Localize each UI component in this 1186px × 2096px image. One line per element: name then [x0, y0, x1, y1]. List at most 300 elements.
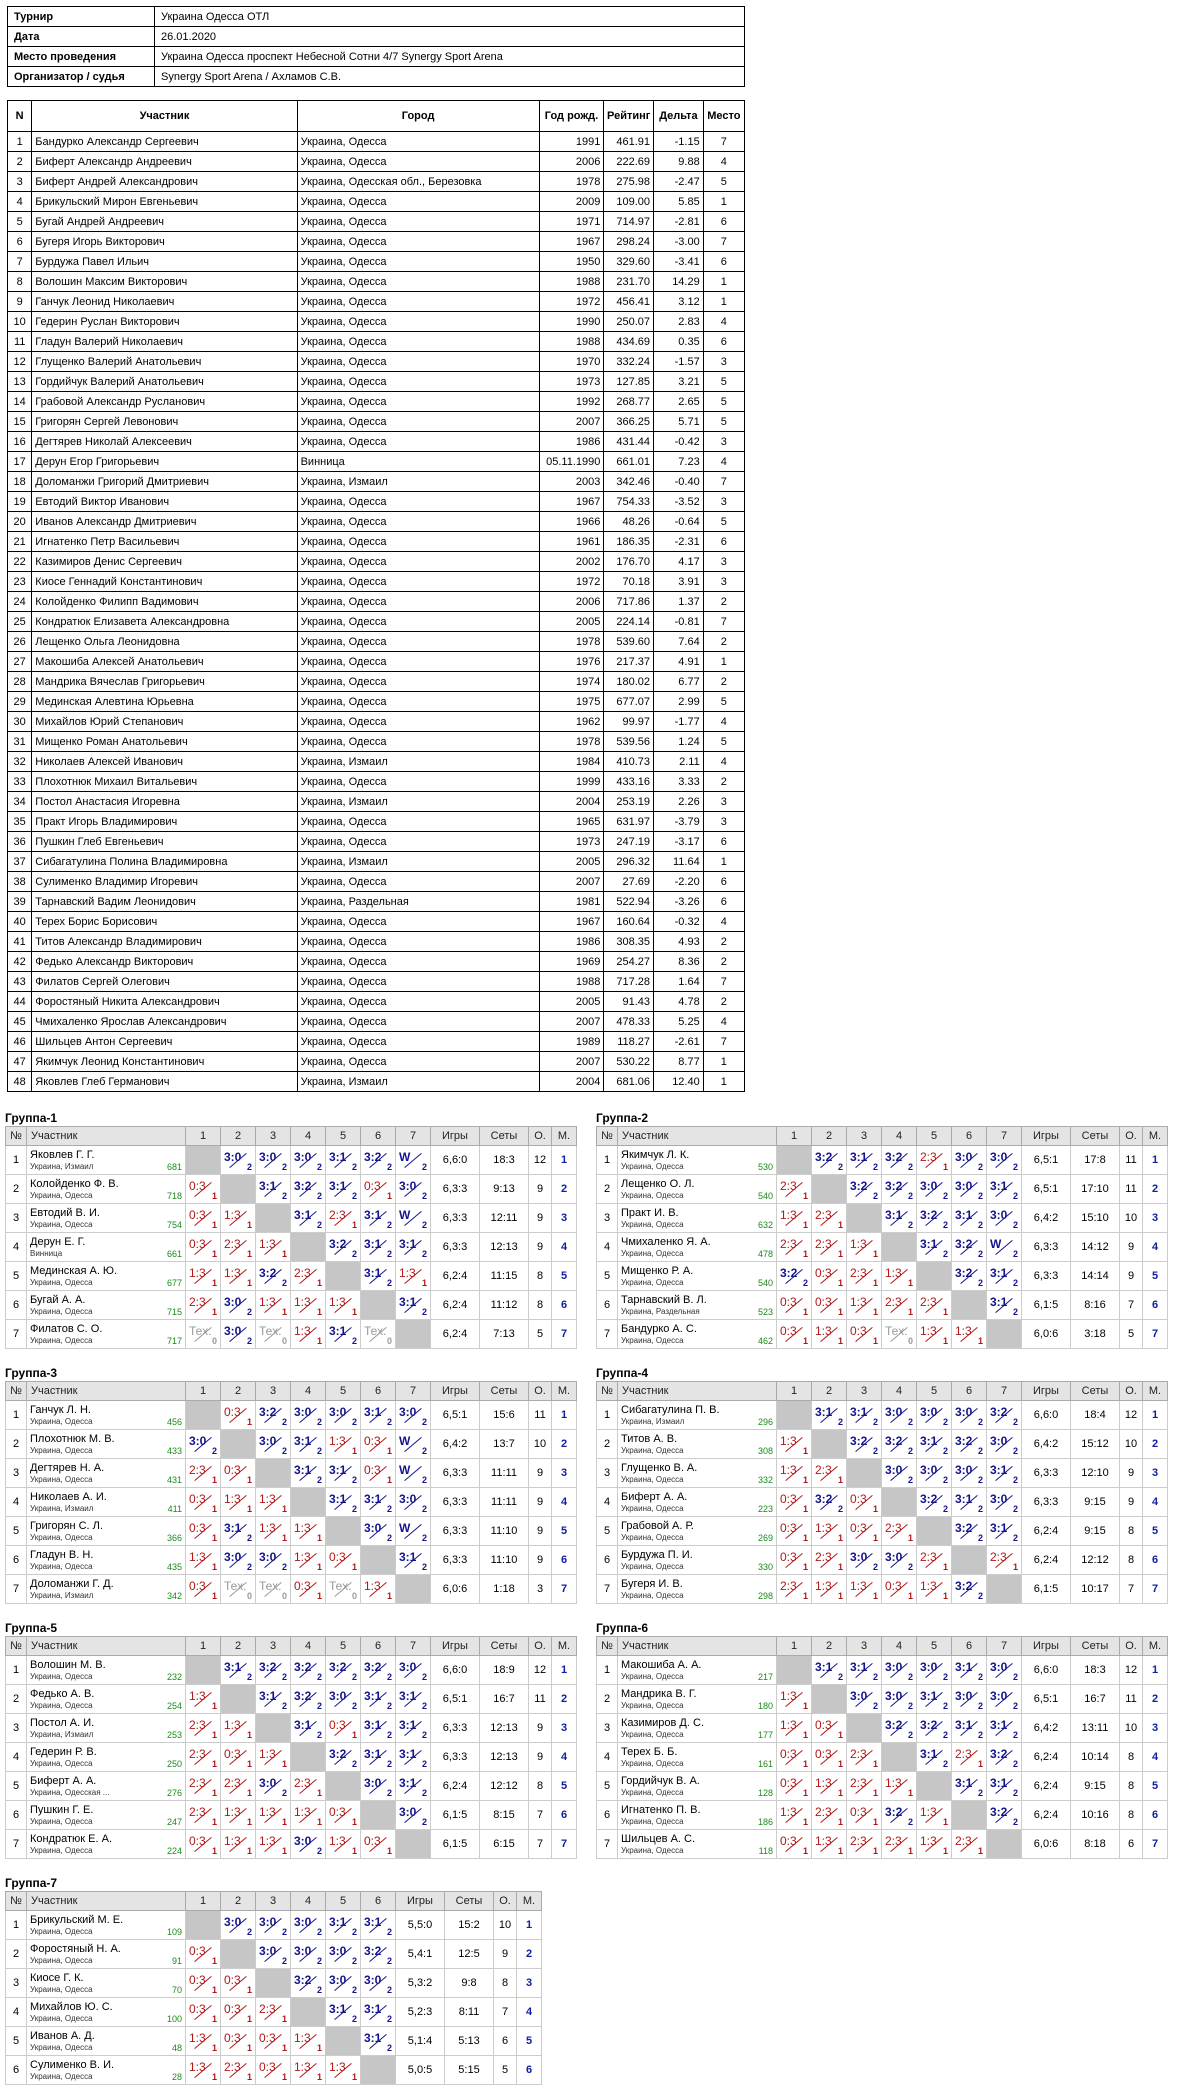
player-place: 4 — [552, 1743, 577, 1772]
self-match-cell — [221, 1685, 256, 1714]
match-points: 1 — [246, 1504, 252, 1514]
match-points: 1 — [942, 1591, 948, 1601]
match-result-cell — [186, 1940, 221, 1969]
group-player-name-cell — [27, 1830, 186, 1859]
match-points: 2 — [1012, 1278, 1018, 1288]
match-result-cell — [221, 1575, 256, 1604]
participant-cell: Брикульский Мирон Евгеньевич — [32, 192, 297, 212]
self-match-cell — [847, 1459, 882, 1488]
group-player-row — [6, 1430, 577, 1459]
participant-row — [8, 632, 745, 652]
match-result — [778, 1547, 810, 1573]
participant-row — [8, 392, 745, 412]
match-result — [778, 1773, 810, 1799]
match-points: 2 — [351, 1927, 357, 1937]
match-result — [953, 1518, 985, 1544]
player-sets: 16:7 — [1071, 1685, 1120, 1714]
match-result — [918, 1176, 950, 1202]
match-points: 2 — [386, 1278, 392, 1288]
match-points: 1 — [211, 1533, 217, 1543]
player-sets: 12:13 — [480, 1714, 529, 1743]
group-player-name-cell — [27, 2027, 186, 2056]
group-header-games: Игры — [1022, 1127, 1071, 1146]
player-games: 6,0:6 — [1022, 1320, 1071, 1349]
match-points: 1 — [837, 1278, 843, 1288]
group-table — [5, 1636, 577, 1859]
group-player-row — [6, 1401, 577, 1430]
match-score: Тех. — [364, 1324, 387, 1338]
participant-cell: 1973 — [539, 832, 604, 852]
match-points: 2 — [351, 1985, 357, 1995]
match-result — [813, 1234, 845, 1260]
match-score: 3:1 — [850, 1150, 868, 1164]
self-match-cell — [256, 1714, 291, 1743]
group-player-number: 7 — [6, 1575, 27, 1604]
participant-cell: 1984 — [539, 752, 604, 772]
match-points: 1 — [211, 1591, 217, 1601]
match-points: 2 — [1012, 1817, 1018, 1827]
player-place: 4 — [1143, 1488, 1168, 1517]
match-score: 0:3 — [780, 1324, 797, 1338]
match-result — [327, 1831, 359, 1857]
match-result — [327, 1657, 359, 1683]
match-result-cell — [812, 1291, 847, 1320]
match-result-cell — [221, 1204, 256, 1233]
player-name: Гордийчук В. А. — [621, 1774, 700, 1787]
match-points: 1 — [211, 1817, 217, 1827]
match-score: 3:1 — [364, 1208, 382, 1222]
participant-row — [8, 252, 745, 272]
group-header-no: № — [6, 1637, 27, 1656]
match-result-cell — [882, 1772, 917, 1801]
match-score: 2:3 — [920, 1550, 937, 1564]
participant-row — [8, 732, 745, 752]
match-result — [187, 1263, 219, 1289]
participant-cell: 4 — [703, 712, 744, 732]
participant-cell: 5 — [703, 372, 744, 392]
player-games: 6,3:3 — [431, 1743, 480, 1772]
participant-cell: 1971 — [539, 212, 604, 232]
player-games: 5,4:1 — [396, 1940, 445, 1969]
self-match-cell — [396, 1830, 431, 1859]
player-place: 6 — [1143, 1546, 1168, 1575]
participant-cell: 05.11.1990 — [539, 452, 604, 472]
player-rating: 224 — [166, 1846, 182, 1856]
participant-row — [8, 672, 745, 692]
match-result-cell — [952, 1204, 987, 1233]
group-header-name: Участник — [618, 1127, 777, 1146]
participant-cell: -3.00 — [654, 232, 704, 252]
player-points: 9 — [1120, 1488, 1143, 1517]
player-sets: 18:9 — [480, 1656, 529, 1685]
participant-row — [8, 852, 745, 872]
match-result-cell — [952, 1320, 987, 1349]
group-player-name-cell — [27, 1204, 186, 1233]
player-points: 9 — [529, 1175, 552, 1204]
participant-cell: Бугеря Игорь Викторович — [32, 232, 297, 252]
match-score: Тех. — [329, 1579, 352, 1593]
self-match-cell — [221, 1175, 256, 1204]
group-header-sets: Сеты — [445, 1892, 494, 1911]
match-result-cell — [396, 1459, 431, 1488]
match-result — [848, 1402, 880, 1428]
match-result — [848, 1518, 880, 1544]
match-score: 0:3 — [189, 1521, 206, 1535]
player-city: Украина, Одесса — [621, 1474, 684, 1484]
group-header-points: О. — [494, 1892, 517, 1911]
match-result-cell — [777, 1430, 812, 1459]
participant-cell: Украина, Одесса — [297, 412, 539, 432]
participant-cell: 6 — [703, 892, 744, 912]
match-score: 3:1 — [850, 1405, 868, 1419]
player-rating: 718 — [166, 1191, 182, 1201]
player-sets: 18:3 — [1071, 1656, 1120, 1685]
participant-cell: Украина, Одесса — [297, 772, 539, 792]
match-result-cell — [326, 1911, 361, 1940]
match-result-cell — [952, 1830, 987, 1859]
match-score: 3:0 — [920, 1405, 938, 1419]
match-result — [187, 1576, 219, 1602]
match-score: 3:0 — [990, 1208, 1008, 1222]
player-sets: 8:16 — [1071, 1291, 1120, 1320]
participant-cell: 27 — [8, 652, 32, 672]
match-result — [257, 1576, 289, 1602]
match-points: 1 — [802, 1759, 808, 1769]
player-sets: 11:15 — [480, 1262, 529, 1291]
match-result — [953, 1576, 985, 1602]
group-header-place: М. — [1143, 1637, 1168, 1656]
self-match-cell — [812, 1175, 847, 1204]
match-score: 2:3 — [990, 1550, 1007, 1564]
match-result — [362, 1176, 394, 1202]
player-name: Лещенко О. Л. — [621, 1177, 695, 1190]
self-match-cell — [291, 1488, 326, 1517]
participant-cell: Титов Александр Владимирович — [32, 932, 297, 952]
match-score: 2:3 — [815, 1463, 832, 1477]
match-points: 1 — [246, 1985, 252, 1995]
match-result-cell — [326, 1430, 361, 1459]
match-result-cell — [256, 1685, 291, 1714]
player-city: Украина, Одесса — [621, 1219, 684, 1229]
match-score: 2:3 — [224, 1776, 241, 1790]
group-header-name: Участник — [27, 1892, 186, 1911]
match-result — [292, 1263, 324, 1289]
match-points: 1 — [211, 2043, 217, 2053]
match-result — [988, 1234, 1020, 1260]
match-score: 3:1 — [990, 1295, 1008, 1309]
match-result — [187, 1744, 219, 1770]
match-result-cell — [777, 1575, 812, 1604]
match-points: 2 — [421, 1446, 427, 1456]
participant-cell: 26 — [8, 632, 32, 652]
match-points: 1 — [316, 1788, 322, 1798]
self-match-cell — [777, 1656, 812, 1685]
match-result — [327, 1547, 359, 1573]
match-points: 2 — [421, 1220, 427, 1230]
match-score: 0:3 — [189, 1179, 206, 1193]
match-result-cell — [291, 1430, 326, 1459]
player-place: 1 — [517, 1911, 542, 1940]
player-games: 6,3:3 — [1022, 1488, 1071, 1517]
participant-cell: Кондратюк Елизавета Александровна — [32, 612, 297, 632]
match-points: 2 — [281, 1162, 287, 1172]
match-score: 3:0 — [259, 1550, 277, 1564]
participant-cell: Украина, Одесса — [297, 1032, 539, 1052]
participant-cell: 1967 — [539, 232, 604, 252]
match-points: 1 — [802, 1336, 808, 1346]
match-points: 1 — [281, 1817, 287, 1827]
match-result-cell — [777, 1320, 812, 1349]
participant-cell: -3.52 — [654, 492, 704, 512]
match-score: 1:3 — [294, 1805, 311, 1819]
group-header-name: Участник — [27, 1127, 186, 1146]
match-result — [883, 1263, 915, 1289]
match-score: 0:3 — [189, 1208, 206, 1222]
match-result — [848, 1321, 880, 1347]
group-player-number: 3 — [6, 1969, 27, 1998]
participant-cell: Украина, Одесса — [297, 612, 539, 632]
player-city: Украина, Одесса — [30, 1984, 93, 1994]
match-result-cell — [812, 1772, 847, 1801]
player-points: 8 — [1120, 1801, 1143, 1830]
group-header-no: № — [597, 1382, 618, 1401]
participant-cell: 1966 — [539, 512, 604, 532]
match-score: 1:3 — [885, 1266, 902, 1280]
match-result-cell — [847, 1291, 882, 1320]
self-match-cell — [987, 1830, 1022, 1859]
player-games: 6,2:4 — [431, 1291, 480, 1320]
match-result — [988, 1715, 1020, 1741]
participant-cell: 10 — [8, 312, 32, 332]
participant-cell: Глущенко Валерий Анатольевич — [32, 352, 297, 372]
player-city: Украина, Измаил — [30, 1729, 94, 1739]
participants-header-cell: Дельта — [654, 101, 704, 132]
group-header-games: Игры — [431, 1637, 480, 1656]
match-result — [362, 1234, 394, 1260]
match-points: 2 — [907, 1672, 913, 1682]
match-score: 2:3 — [850, 1834, 867, 1848]
group-header-opponent: 1 — [186, 1382, 221, 1401]
player-points: 8 — [529, 1772, 552, 1801]
participant-row — [8, 1032, 745, 1052]
player-points: 10 — [1120, 1430, 1143, 1459]
match-result-cell — [291, 1401, 326, 1430]
group-player-number: 4 — [6, 1998, 27, 2027]
group-header-opponent: 6 — [361, 1382, 396, 1401]
match-result-cell — [396, 1546, 431, 1575]
player-rating: 342 — [166, 1591, 182, 1601]
match-points: 1 — [872, 1249, 878, 1259]
match-points: 1 — [211, 1956, 217, 1966]
match-result-cell — [847, 1743, 882, 1772]
player-points: 5 — [494, 2056, 517, 2085]
match-score: 3:0 — [259, 1434, 277, 1448]
match-score: 1:3 — [885, 1776, 902, 1790]
match-result — [397, 1773, 429, 1799]
match-result — [257, 1292, 289, 1318]
match-result — [813, 1518, 845, 1544]
group-header-opponent: 6 — [361, 1892, 396, 1911]
match-result-cell — [812, 1204, 847, 1233]
match-result — [778, 1744, 810, 1770]
match-result — [292, 1147, 324, 1173]
match-score: 3:1 — [224, 1521, 242, 1535]
player-name: Бугеря И. В. — [621, 1577, 683, 1590]
match-result-cell — [326, 1714, 361, 1743]
player-place: 2 — [552, 1430, 577, 1459]
match-points: 1 — [942, 1336, 948, 1346]
participant-cell: 35 — [8, 812, 32, 832]
match-result — [292, 1657, 324, 1683]
match-result — [988, 1460, 1020, 1486]
participant-cell: Доломанжи Григорий Дмитриевич — [32, 472, 297, 492]
match-score: W — [399, 1150, 411, 1164]
self-match-cell — [186, 1401, 221, 1430]
match-result-cell — [987, 1714, 1022, 1743]
match-points: 2 — [977, 1504, 983, 1514]
match-result-cell — [326, 1685, 361, 1714]
match-points: 2 — [386, 1730, 392, 1740]
match-result-cell — [987, 1262, 1022, 1291]
match-result-cell — [186, 1262, 221, 1291]
match-result-cell — [186, 1685, 221, 1714]
match-score: 3:1 — [364, 1237, 382, 1251]
match-score: 0:3 — [364, 1834, 381, 1848]
participant-cell: 32 — [8, 752, 32, 772]
player-name: Терех Б. Б. — [621, 1745, 678, 1758]
match-result-cell — [256, 1262, 291, 1291]
match-points: 1 — [246, 1417, 252, 1427]
participant-cell: 2 — [8, 152, 32, 172]
group-6 — [596, 1620, 1168, 1859]
player-games: 6,4:2 — [1022, 1204, 1071, 1233]
player-name: Евтодий В. И. — [30, 1206, 100, 1219]
participant-cell: 1 — [703, 1072, 744, 1092]
player-sets: 11:10 — [480, 1517, 529, 1546]
match-points: 2 — [316, 1956, 322, 1966]
match-result-cell — [256, 1430, 291, 1459]
participant-cell: Бандурко Александр Сергеевич — [32, 132, 297, 152]
match-result — [257, 1489, 289, 1515]
participant-cell: 6 — [703, 832, 744, 852]
player-city: Украина, Одесса — [30, 1306, 93, 1316]
match-result-cell — [256, 1320, 291, 1349]
self-match-cell — [326, 1262, 361, 1291]
self-match-cell — [777, 1146, 812, 1175]
participant-cell: Украина, Одесса — [297, 192, 539, 212]
player-place: 2 — [1143, 1685, 1168, 1714]
match-result — [988, 1431, 1020, 1457]
group-header-games: Игры — [431, 1382, 480, 1401]
player-games: 6,3:3 — [431, 1233, 480, 1262]
participant-cell: Украина, Одесса — [297, 352, 539, 372]
player-place: 4 — [552, 1233, 577, 1262]
player-city: Украина, Одесса — [621, 1787, 684, 1797]
group-player-number: 2 — [6, 1940, 27, 1969]
player-city: Украина, Одесса — [30, 1335, 93, 1345]
match-result — [988, 1686, 1020, 1712]
match-result — [327, 1234, 359, 1260]
player-points: 7 — [494, 1998, 517, 2027]
match-result — [778, 1292, 810, 1318]
group-header-opponent: 6 — [361, 1637, 396, 1656]
player-points: 10 — [529, 1430, 552, 1459]
participant-cell: Украина, Одесса — [297, 872, 539, 892]
match-points: 1 — [802, 1701, 808, 1711]
group-player-row — [6, 1743, 577, 1772]
participants-header-cell: Место — [703, 101, 744, 132]
group-player-number: 1 — [597, 1401, 618, 1430]
participant-cell: 7 — [8, 252, 32, 272]
match-result — [918, 1547, 950, 1573]
player-name: Колойденко Ф. В. — [30, 1177, 119, 1190]
participant-cell: Украина, Одесса — [297, 972, 539, 992]
match-result-cell — [291, 1940, 326, 1969]
player-name: Пушкин Г. Е. — [30, 1803, 94, 1816]
match-result — [327, 1912, 359, 1938]
group-header-opponent: 5 — [326, 1637, 361, 1656]
match-result-cell — [396, 1517, 431, 1546]
match-result-cell — [917, 1291, 952, 1320]
player-sets: 16:7 — [480, 1685, 529, 1714]
match-score: 3:2 — [329, 1660, 347, 1674]
match-result-cell — [361, 1262, 396, 1291]
match-points: 1 — [386, 1475, 392, 1485]
match-score: 3:1 — [920, 1237, 938, 1251]
match-score: 3:0 — [294, 1405, 312, 1419]
player-city: Украина, Одесса — [30, 1816, 93, 1826]
match-points: 2 — [907, 1446, 913, 1456]
match-result-cell — [221, 1743, 256, 1772]
match-points: 2 — [907, 1562, 913, 1572]
group-header-opponent: 7 — [987, 1127, 1022, 1146]
match-score: 1:3 — [329, 1434, 346, 1448]
match-score: 3:1 — [850, 1660, 868, 1674]
match-points: 2 — [386, 1220, 392, 1230]
player-city: Украина, Одесса — [30, 1758, 93, 1768]
participant-cell: Шильцев Антон Сергеевич — [32, 1032, 297, 1052]
match-result-cell — [777, 1830, 812, 1859]
participant-row — [8, 832, 745, 852]
match-points: 2 — [942, 1417, 948, 1427]
match-points: 2 — [872, 1446, 878, 1456]
group-player-name-cell — [27, 1291, 186, 1320]
group-header-points: О. — [1120, 1637, 1143, 1656]
match-result-cell — [326, 1401, 361, 1430]
group-player-number: 5 — [597, 1262, 618, 1291]
match-result — [883, 1831, 915, 1857]
match-points: 1 — [837, 1336, 843, 1346]
player-games: 6,3:3 — [431, 1488, 480, 1517]
match-result — [953, 1234, 985, 1260]
player-rating: 308 — [757, 1446, 773, 1456]
match-score: 3:1 — [885, 1208, 903, 1222]
participant-cell: 253.19 — [604, 792, 654, 812]
match-score: 1:3 — [294, 1550, 311, 1564]
group-player-row — [597, 1320, 1168, 1349]
group-header-games: Игры — [431, 1127, 480, 1146]
group-header-sets: Сеты — [1071, 1127, 1120, 1146]
player-city: Украина, Одесса — [30, 1190, 93, 1200]
match-result-cell — [952, 1743, 987, 1772]
match-score: 3:0 — [955, 1689, 973, 1703]
participant-cell: 109.00 — [604, 192, 654, 212]
match-result — [257, 1518, 289, 1544]
participant-cell: 3 — [703, 812, 744, 832]
match-score: 0:3 — [329, 1718, 346, 1732]
player-rating: 91 — [171, 1956, 182, 1966]
match-points: 2 — [316, 1701, 322, 1711]
